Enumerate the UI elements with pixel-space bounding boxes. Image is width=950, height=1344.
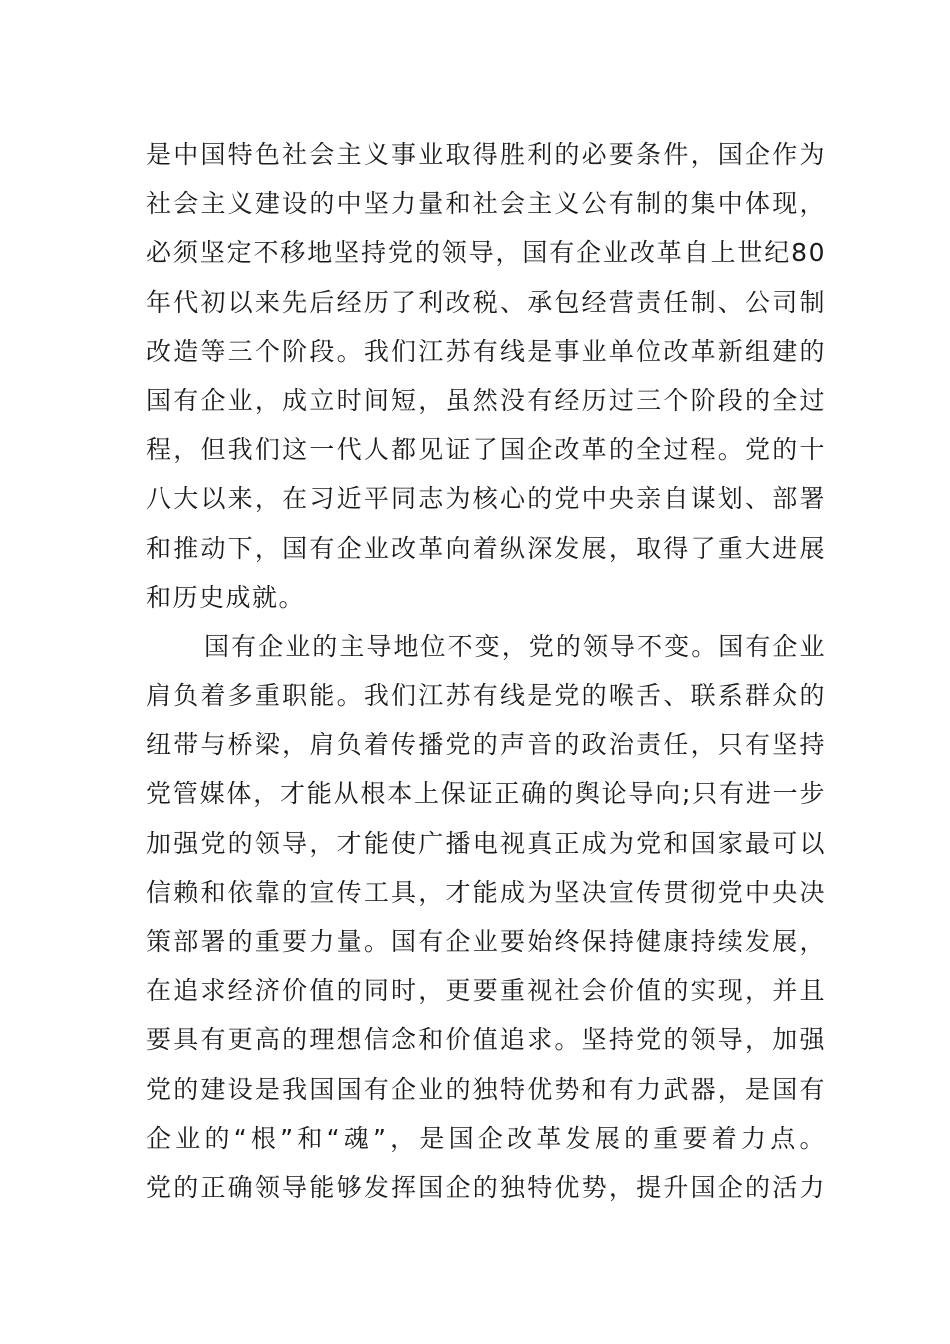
text-line: 肩负着多重职能。我们江苏有线是党的喉舌、联系群众的 <box>146 681 826 711</box>
text-line: 策部署的重要力量。国有企业要始终保持健康持续发展， <box>146 927 826 956</box>
text-line: 加强党的领导，才能使广播电视真正成为党和国家最可以 <box>146 828 826 858</box>
paragraph-start-line: 国有企业的主导地位不变，党的领导不变。国有企业 <box>204 631 826 661</box>
text-line: 年代初以来先后经历了利改税、承包经营责任制、公司制 <box>146 287 826 317</box>
text-line: 在追求经济价值的同时，更要重视社会价值的实现，并且 <box>146 976 826 1006</box>
text-line: 社会主义建设的中坚力量和社会主义公有制的集中体现， <box>146 189 826 219</box>
body-text <box>146 130 826 1212</box>
text-line: 党的正确领导能够发挥国企的独特优势，提升国企的活力 <box>146 1172 826 1202</box>
text-line: 信赖和依靠的宣传工具，才能成为坚决宣传贯彻党中央决 <box>146 877 826 907</box>
text-line: 党管媒体，才能从根本上保证正确的舆论导向;只有进一步 <box>146 779 826 809</box>
paragraph-end-line: 和历史成就。 <box>146 582 306 612</box>
text-line: 是中国特色社会主义事业取得胜利的必要条件，国企作为 <box>146 140 826 169</box>
text-line: 程，但我们这一代人都见证了国企改革的全过程。党的十 <box>146 435 826 465</box>
text-line: 纽带与桥梁，肩负着传播党的声音的政治责任，只有坚持 <box>146 730 826 760</box>
text-line: 必须坚定不移地坚持党的领导，国有企业改革自上世纪80 <box>146 238 826 268</box>
text-line: 改造等三个阶段。我们江苏有线是事业单位改革新组建的 <box>146 336 826 366</box>
text-line: 要具有更高的理想信念和价值追求。坚持党的领导，加强 <box>146 1025 826 1055</box>
text-line: 党的建设是我国国有企业的独特优势和有力武器，是国有 <box>146 1074 826 1104</box>
text-line: 和推动下，国有企业改革向着纵深发展，取得了重大进展 <box>146 533 826 563</box>
text-line: 企业的“根”和“魂”，是国企改革发展的重要着力点。 <box>146 1123 826 1153</box>
text-line: 八大以来，在习近平同志为核心的党中央亲自谋划、部署 <box>146 484 826 514</box>
text-line: 国有企业，成立时间短，虽然没有经历过三个阶段的全过 <box>146 385 826 415</box>
